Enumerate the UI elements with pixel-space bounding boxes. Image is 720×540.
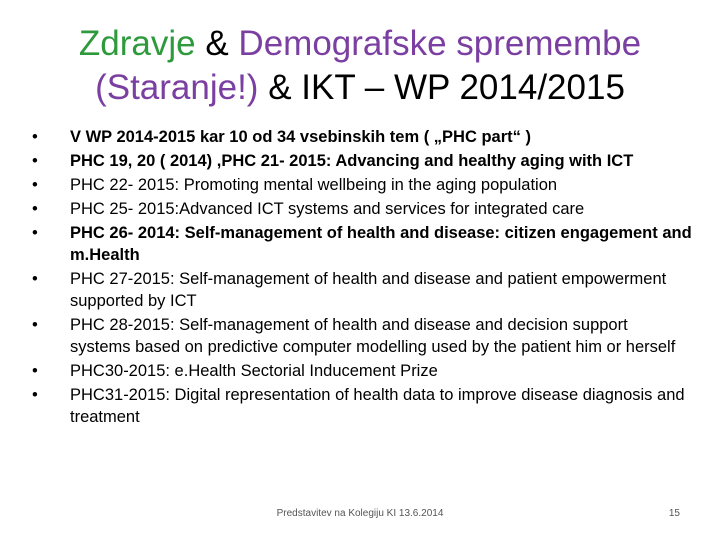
- page-number: 15: [668, 508, 680, 519]
- bullet-icon: •: [32, 224, 38, 242]
- list-item: [32, 384, 692, 428]
- bullet-icon: •: [32, 128, 38, 146]
- list-item: [32, 268, 692, 312]
- list-item: [32, 198, 692, 220]
- list-item: [32, 222, 692, 266]
- list-item-text: PHC 26- 2014: Self-management of health and disease: citizen engagement and m.Health: [70, 224, 692, 264]
- list-item-text: PHC 19, 20 ( 2014) ,PHC 21- 2015: Advancing and healthy aging with ICT: [70, 152, 634, 170]
- list-item-text: PHC 27-2015: Self-management of health and disease and patient empowerment supported by ICT: [70, 270, 667, 310]
- bullet-icon: •: [32, 386, 38, 404]
- title-ageing: (Staranje!): [95, 68, 259, 107]
- list-item-text: PHC31-2015: Digital representation of health data to improve disease diagnosis and treatment: [70, 386, 685, 426]
- list-item: [32, 314, 692, 358]
- bullet-icon: •: [32, 176, 38, 194]
- title-ict-wp: & IKT – WP 2014/2015: [258, 68, 625, 107]
- list-item-text: PHC30-2015: e.Health Sectorial Inducement Prize: [70, 362, 438, 380]
- list-item-text: V WP 2014-2015 kar 10 od 34 vsebinskih tem ( „PHC part“ ): [70, 128, 531, 146]
- bullet-icon: •: [32, 362, 38, 380]
- list-item-text: PHC 28-2015: Self-management of health and disease and decision support systems based on predictive computer modelling used by the patient him or herself: [70, 316, 676, 356]
- slide-title: [40, 22, 680, 110]
- bullet-icon: •: [32, 152, 38, 170]
- list-item: [32, 174, 692, 196]
- bullet-list: [32, 126, 692, 430]
- list-item-text: PHC 25- 2015:Advanced ICT systems and services for integrated care: [70, 200, 585, 218]
- title-sep-1: &: [195, 24, 239, 63]
- bullet-icon: •: [32, 316, 38, 334]
- list-item: [32, 150, 692, 172]
- title-demographics: Demografske spremembe: [238, 24, 642, 63]
- list-item-text: PHC 22- 2015: Promoting mental wellbeing in the aging population: [70, 176, 558, 194]
- bullet-icon: •: [32, 270, 38, 288]
- list-item: [32, 360, 692, 382]
- bullet-icon: •: [32, 200, 38, 218]
- list-item: [32, 126, 692, 148]
- footer-text: Predstavitev na Kolegiju KI 13.6.2014: [276, 508, 444, 519]
- title-health: Zdravje: [78, 24, 196, 63]
